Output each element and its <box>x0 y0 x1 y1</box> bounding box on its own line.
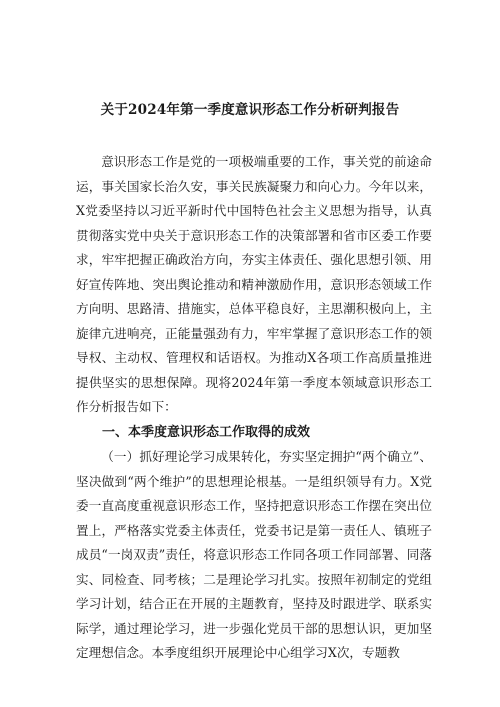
document-body <box>76 150 432 666</box>
section-paragraph: （一）抓好理论学习成果转化，夯实坚定拥护“两个确立”、坚决做到“两个维护”的思想理论根基。一是组织领导有力。X党委一直高度重视意识形态工作，坚持把意识形态工作摆在突出位置上，严格落实党委主体责任，党委书记是第一责任人、镇班子成员“一岗双责”责任，将意识形态工作同各项工作同部署、同落实、同检查、同考核；二是理论学习扎实。按照年初制定的党组学习计划，结合正在开展的主题教育，坚持及时跟进学、联系实际学，通过理论学习，进一步强化党员干部的思想认识，更加坚定理想信念。本季度组织开展理论中心组学习X次，专题教 <box>76 449 432 660</box>
section-heading: 一、本季度意识形态工作取得的成效 <box>102 424 311 440</box>
intro-paragraph: 意识形态工作是党的一项极端重要的工作，事关党的前途命运，事关国家长治久安，事关民族凝聚力和向心力。今年以来，X党委坚持以习近平新时代中国特色社会主义思想为指导，认真贯彻落实党中央关于意识形态工作的决策部署和省市区委工作要求，牢牢把握正确政治方向，夯实主体责任、强化思想引领、用好宣传阵地、突出舆论推动和精神激励作用，意识形态领域工作方向明、思路清、措施实，总体平稳良好，主思潮积极向上，主旋律亢进响亮，正能量强劲有力，牢牢掌握了意识形态工作的领导权、主动权、管理权和话语权。为推动X各项工作高质量推进提供坚实的思想保障。现将2024年第一季度本领域意识形态工作分析报告如下： <box>76 154 432 414</box>
document-title: 关于2024年第一季度意识形态工作分析研判报告 <box>100 102 400 118</box>
